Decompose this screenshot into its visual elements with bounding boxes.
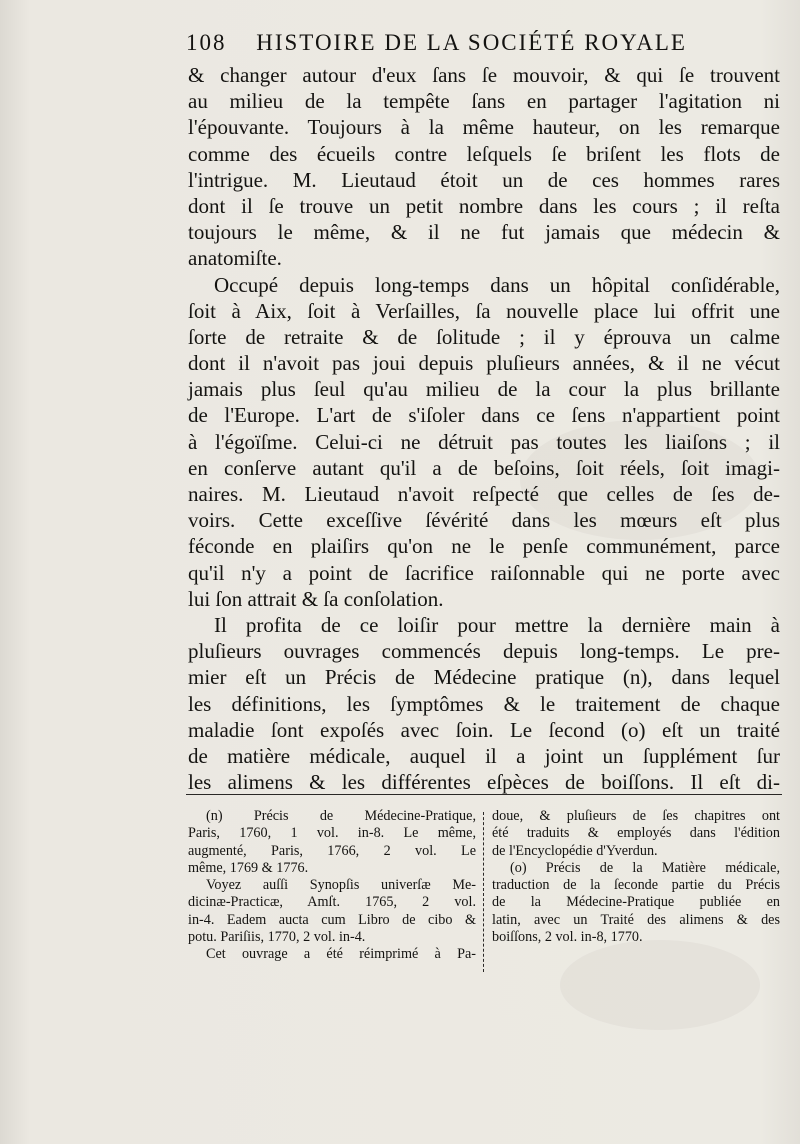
- footnote-line: doue, & pluſieurs de ſes chapitres ont: [492, 808, 780, 824]
- text-line: Occupé depuis long-temps dans un hôpital conſidérable,: [214, 272, 780, 297]
- text-line: voirs. Cette exceſſive ſévérité dans les mœurs eſt plus: [188, 508, 780, 533]
- text-line: en conſerve autant qu'il a de beſoins, ſoit réels, ſoit imagi-: [188, 455, 780, 480]
- text-line: lui ſon attrait & ſa conſolation.: [188, 586, 444, 611]
- text-line: toujours le même, & il ne fut jamais que médecin &: [188, 220, 780, 245]
- text-line: l'épouvante. Toujours à la même hauteur, on les remarque: [188, 115, 780, 140]
- text-line: dont il ſe trouve un petit nombre dans les cours ; il reſta: [188, 193, 780, 218]
- text-line: ſorte de retraite & de ſolitude ; il y éprouva un calme: [188, 324, 780, 349]
- footnote-line: Paris, 1760, 1 vol. in-8. Le même,: [188, 825, 476, 842]
- text-line: ſoit à Aix, ſoit à Verſailles, ſa nouvelle place lui offrit une: [188, 298, 780, 323]
- main-text: [188, 62, 780, 795]
- footnote-line: de l'Encyclopédie d'Yverdun.: [492, 842, 658, 859]
- footnote-line: (n) Précis de Médecine-Pratique,: [206, 808, 476, 824]
- text-line: pluſieurs ouvrages commencés depuis long-temps. Le pre-: [188, 639, 780, 664]
- footnotes-right-column: [492, 808, 780, 946]
- text-line: au milieu de la tempête ſans en partager l'agitation ni: [188, 89, 780, 114]
- footnotes-left-column: [188, 808, 476, 964]
- text-line: comme des écueils contre leſquels ſe briſent les flots de: [188, 141, 780, 166]
- page-number: 108: [186, 30, 227, 55]
- running-header: [186, 30, 786, 62]
- running-title: HISTOIRE DE LA SOCIÉTÉ ROYALE: [256, 30, 687, 55]
- text-line: jamais plus ſeul qu'au milieu de la cour la plus brillante: [188, 377, 780, 402]
- footnote-rule: [186, 794, 782, 795]
- footnote-line: Cet ouvrage a été réimprimé à Pa-: [206, 946, 476, 963]
- footnote-line: été traduits & employés dans l'édition: [492, 825, 780, 842]
- text-line: mier eſt un Précis de Médecine pratique (n), dans lequel: [188, 665, 780, 690]
- text-line: féconde en plaiſirs qu'on ne le penſe communément, parce: [188, 534, 780, 559]
- text-line: les alimens & les différentes eſpèces de boiſſons. Il eſt di-: [188, 770, 780, 795]
- text-line: qu'il n'y a point de ſacrifice raiſonnable qui ne porte avec: [188, 560, 780, 585]
- footnote-line: augmenté, Paris, 1766, 2 vol. Le: [188, 842, 476, 859]
- footnote-line: latin, avec un Traité des alimens & des: [492, 911, 780, 928]
- text-line: de matière médicale, auquel il a joint un ſupplément ſur: [188, 743, 780, 768]
- text-line: à l'égoïſme. Celui-ci ne détruit pas toutes les liaiſons ; il: [188, 429, 780, 454]
- text-line: maladie ſont expoſés avec ſoin. Le ſecond (o) eſt un traité: [188, 717, 780, 742]
- text-line: de l'Europe. L'art de s'iſoler dans ce ſens n'appartient point: [188, 403, 780, 428]
- footnote-line: (o) Précis de la Matière médicale,: [510, 859, 780, 876]
- text-line: dont il n'avoit pas joui depuis pluſieurs années, & il ne vécut: [188, 351, 780, 376]
- footnote-line: dicinæ-Practicæ, Amſt. 1765, 2 vol.: [188, 894, 476, 911]
- footnote-line: boiſſons, 2 vol. in-8, 1770.: [492, 929, 643, 946]
- text-line: l'intrigue. M. Lieutaud étoit un de ces hommes rares: [188, 167, 780, 192]
- text-line: anatomiſte.: [188, 246, 282, 271]
- footnote-line: traduction de la ſeconde partie du Précis: [492, 877, 780, 894]
- footnote-line: Voyez auſſi Synopſis univerſæ Me-: [206, 877, 476, 894]
- footnote-line: même, 1769 & 1776.: [188, 859, 309, 876]
- footnote-line: de la Médecine-Pratique publiée en: [492, 894, 780, 911]
- footnote-line: potu. Pariſiis, 1770, 2 vol. in-4.: [188, 929, 366, 946]
- column-divider: [483, 812, 484, 972]
- paper-stain: [560, 940, 760, 1030]
- footnote-line: in-4. Eadem aucta cum Libro de cibo &: [188, 911, 476, 928]
- text-line: & changer autour d'eux ſans ſe mouvoir, & qui ſe trouvent: [188, 63, 780, 87]
- text-line: naires. M. Lieutaud n'avoit reſpecté que celles de ſes de-: [188, 482, 780, 506]
- text-line: les définitions, les ſymptômes & le traitement de chaque: [188, 691, 780, 716]
- text-line: Il profita de ce loiſir pour mettre la dernière main à: [214, 612, 780, 637]
